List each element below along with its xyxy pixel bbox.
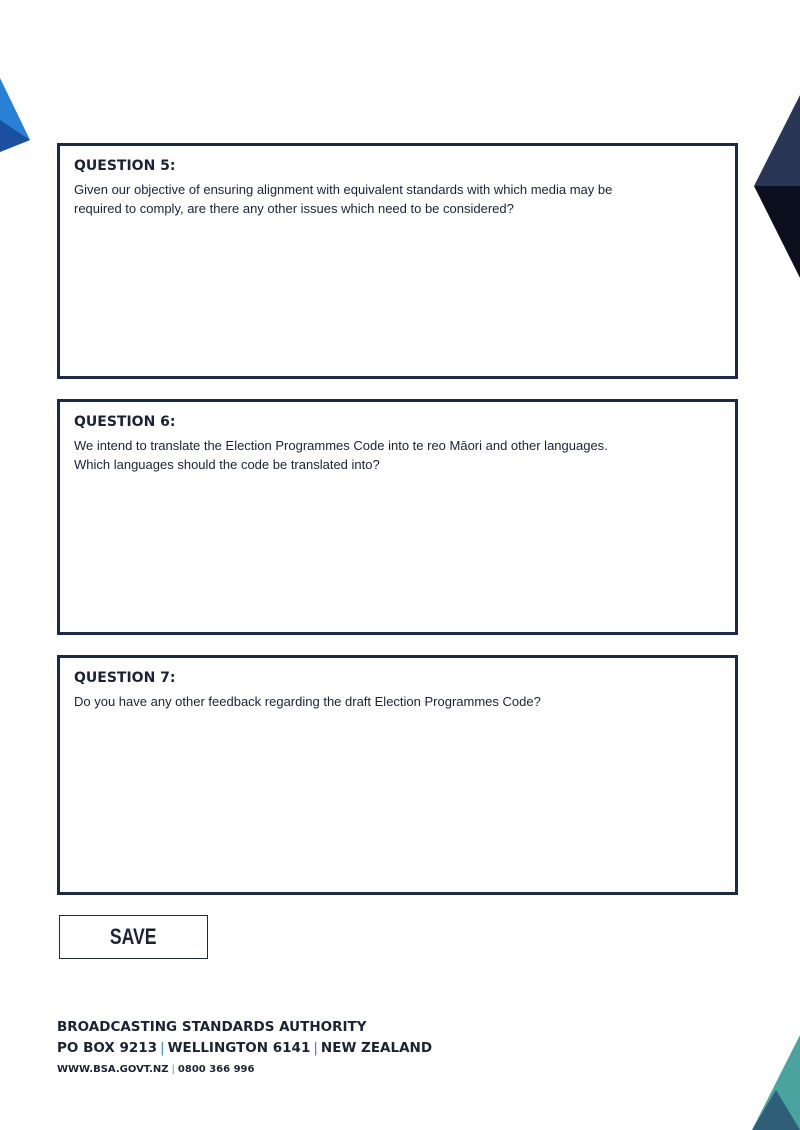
- question-7-title: QUESTION 7:: [74, 670, 176, 686]
- footer-website-link[interactable]: WWW.BSA.GOVT.NZ: [57, 1064, 169, 1075]
- footer-address: [57, 1038, 432, 1059]
- deco-triangle-right-dark: [754, 186, 800, 278]
- footer-phone: 0800 366 996: [177, 1064, 255, 1075]
- deco-triangle-top-right: [754, 95, 800, 186]
- footer-contact: [57, 1060, 432, 1080]
- save-button-label: SAVE: [110, 924, 157, 949]
- footer-country: NEW ZEALAND: [320, 1040, 433, 1056]
- question-6-box: [57, 399, 738, 635]
- question-7-box: [57, 655, 738, 895]
- footer-separator: |: [313, 1040, 318, 1056]
- footer-org-name: BROADCASTING STANDARDS AUTHORITY: [57, 1019, 367, 1035]
- question-7-text: Do you have any other feedback regarding the draft Election Programmes Code?: [74, 694, 541, 709]
- footer: [57, 1017, 432, 1080]
- question-6-title: QUESTION 6:: [74, 414, 176, 430]
- footer-city: WELLINGTON 6141: [167, 1040, 311, 1056]
- question-7-answer-field[interactable]: [74, 719, 725, 853]
- question-6-answer-field[interactable]: [74, 482, 725, 616]
- question-5-box: [57, 143, 738, 379]
- question-5-title: QUESTION 5:: [74, 158, 176, 174]
- question-5-text: Given our objective of ensuring alignment with equivalent standards with which media may be required to comply, are there any other issues which need to be considered?: [74, 182, 613, 216]
- question-6-text: We intend to translate the Election Programmes Code into te reo Māori and other languages. Which languages should the code be translated into?: [74, 438, 608, 472]
- footer-separator: |: [160, 1040, 165, 1056]
- save-button[interactable]: [59, 915, 208, 959]
- footer-separator: |: [171, 1064, 175, 1075]
- footer-po-box: PO BOX 9213: [57, 1040, 158, 1056]
- question-5-answer-field[interactable]: [74, 226, 725, 360]
